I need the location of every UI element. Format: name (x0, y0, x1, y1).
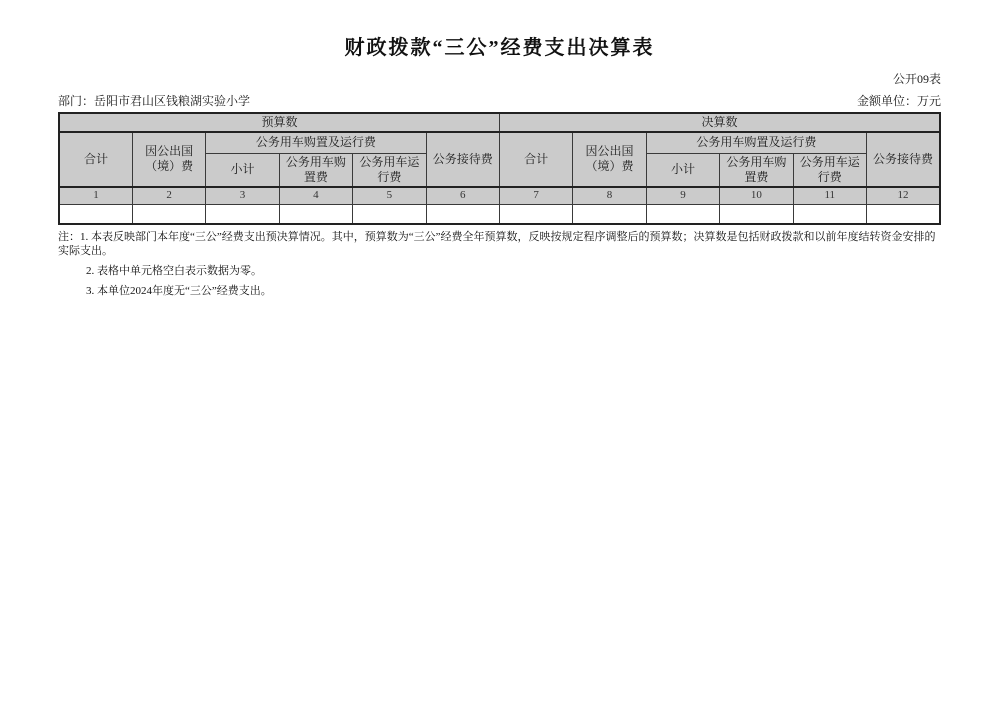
unit-label: 金额单位：万元 (856, 94, 941, 108)
col-header-purchase-final: 公务用车购置费 (720, 153, 793, 187)
data-cell (206, 205, 279, 224)
notes (58, 230, 941, 299)
col-header-vehicle-group-final: 公务用车购置及运行费 (646, 132, 866, 153)
col-number: 5 (353, 187, 426, 205)
col-header-reception-budget: 公务接待费 (426, 132, 499, 187)
meta-row (58, 92, 941, 109)
col-header-reception-final: 公务接待费 (866, 132, 940, 187)
col-header-operation-final: 公务用车运行费 (793, 153, 866, 187)
data-cell (793, 205, 866, 224)
three-public-expense-table (58, 112, 941, 225)
final-section-header: 决算数 (499, 113, 940, 132)
col-number: 8 (573, 187, 646, 205)
page-content (0, 0, 1000, 299)
data-cell (499, 205, 572, 224)
col-header-abroad-final: 因公出国（境）费 (573, 132, 646, 187)
col-number: 3 (206, 187, 279, 205)
col-header-subtotal-budget: 小计 (206, 153, 279, 187)
note-1: 注：1. 本表反映部门本年度“三公”经费支出预决算情况。其中，预算数为“三公”经费全年预算数，反映按规定程序调整后的预算数；决算数是包括财政拨款和以前年度结转资金安排的实际支出。 (58, 230, 936, 258)
col-number: 1 (59, 187, 132, 205)
col-number: 12 (866, 187, 940, 205)
note-2: 2. 表格中单元格空白表示数据为零。 (86, 265, 262, 278)
col-number: 11 (793, 187, 866, 205)
data-cell (646, 205, 719, 224)
group-header-row (59, 132, 940, 153)
col-number: 4 (279, 187, 352, 205)
col-header-subtotal-final: 小计 (646, 153, 719, 187)
col-number: 10 (720, 187, 793, 205)
section-header-row (59, 113, 940, 132)
col-header-purchase-budget: 公务用车购置费 (279, 153, 352, 187)
col-header-operation-budget: 公务用车运行费 (353, 153, 426, 187)
col-header-abroad-budget: 因公出国（境）费 (132, 132, 205, 187)
doc-number-label: 公开09表 (892, 72, 941, 86)
col-header-vehicle-group-budget: 公务用车购置及运行费 (206, 132, 426, 153)
data-cell (279, 205, 352, 224)
col-number: 6 (426, 187, 499, 205)
data-row (59, 205, 940, 224)
department-label: 部门：岳阳市君山区钱粮湖实验小学 (58, 94, 251, 108)
data-cell (866, 205, 940, 224)
page-title: 财政拨款“三公”经费支出决算表 (344, 37, 655, 59)
data-cell (426, 205, 499, 224)
data-cell (573, 205, 646, 224)
col-number: 2 (132, 187, 205, 205)
note-3: 3. 本单位2024年度无“三公”经费支出。 (86, 285, 272, 298)
col-header-total-budget: 合计 (59, 132, 132, 187)
data-cell (353, 205, 426, 224)
data-cell (59, 205, 132, 224)
col-number: 7 (499, 187, 572, 205)
col-header-total-final: 合计 (499, 132, 572, 187)
col-number: 9 (646, 187, 719, 205)
data-cell (132, 205, 205, 224)
column-number-row (59, 187, 940, 205)
data-cell (720, 205, 793, 224)
budget-section-header: 预算数 (59, 113, 499, 132)
